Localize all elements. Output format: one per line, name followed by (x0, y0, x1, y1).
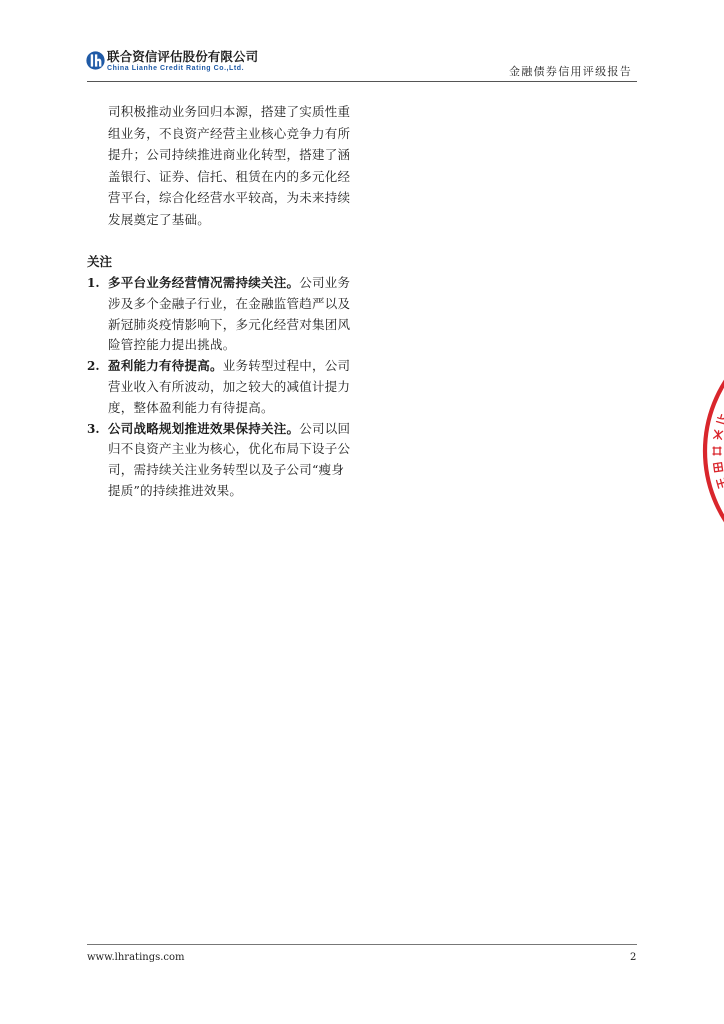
item-first-line (108, 356, 357, 377)
paragraph-line: 提升；公司持续推进商业化转型，搭建了涵 (108, 147, 351, 163)
item-number: 3. (87, 421, 100, 436)
footer-website: www.lhratings.com (87, 952, 185, 963)
company-name-en: China Lianhe Credit Rating Co.,Ltd. (107, 65, 245, 72)
item-line: 涉及多个金融子行业，在金融监管趋严以及 (108, 295, 351, 311)
concerns-list (87, 273, 357, 502)
header-divider (87, 81, 637, 82)
item-first-line (108, 273, 357, 294)
item-line: 度，整体盈利能力有待提高。 (108, 399, 274, 415)
concern-item (87, 419, 357, 502)
intro-paragraph (108, 101, 350, 231)
footer-divider (87, 944, 637, 945)
paragraph-line: 营平台，综合化经营水平较高，为未来持续 (108, 190, 351, 206)
item-line: 新冠肺炎疫情影响下，多元化经营对集团风 (108, 316, 351, 332)
item-number: 2. (87, 359, 100, 374)
item-number: 1. (87, 276, 100, 290)
item-body (108, 356, 357, 418)
item-body (108, 273, 357, 356)
seal-stamp (696, 373, 724, 533)
item-title: 多平台业务经营情况需持续关注。 (108, 275, 300, 290)
page-number: 2 (630, 952, 637, 963)
paragraph-line: 盖银行、证券、信托、租赁在内的多元化经 (108, 168, 351, 184)
concerns-heading: 关注 (87, 254, 113, 269)
paragraph-line: 发展奠定了基础。 (108, 211, 211, 227)
item-line: 司，需持续关注业务转型以及子公司“瘦身 (108, 462, 345, 478)
item-text: 公司业务 (299, 275, 351, 290)
paragraph-line: 组业务，不良资产经营主业核心竞争力有所 (108, 125, 351, 141)
item-text: 公司以回 (299, 420, 351, 436)
paragraph-line: 司积极推动业务回归本源，搭建了实质性重 (108, 104, 351, 119)
item-line: 营业收入有所波动，加之较大的减值计提力 (108, 378, 351, 394)
item-text: 业务转型过程中，公司 (222, 358, 351, 374)
concern-item (87, 356, 357, 418)
item-line: 提质”的持续推进效果。 (108, 482, 243, 498)
item-title: 公司战略规划推进效果保持关注。 (108, 420, 300, 436)
item-line: 归不良资产主业为核心，优化布局下设子公 (108, 441, 351, 457)
company-name-cn: 联合资信评估股份有限公司 (107, 49, 259, 64)
item-title: 盈利能力有待提高。 (108, 358, 223, 374)
item-line: 险管控能力提出挑战。 (108, 337, 236, 353)
lianhe-logo-icon (86, 51, 105, 70)
concern-item (87, 273, 357, 356)
report-title: 金融债券信用评级报告 (509, 65, 632, 78)
item-first-line (108, 419, 357, 440)
item-body (108, 419, 357, 502)
